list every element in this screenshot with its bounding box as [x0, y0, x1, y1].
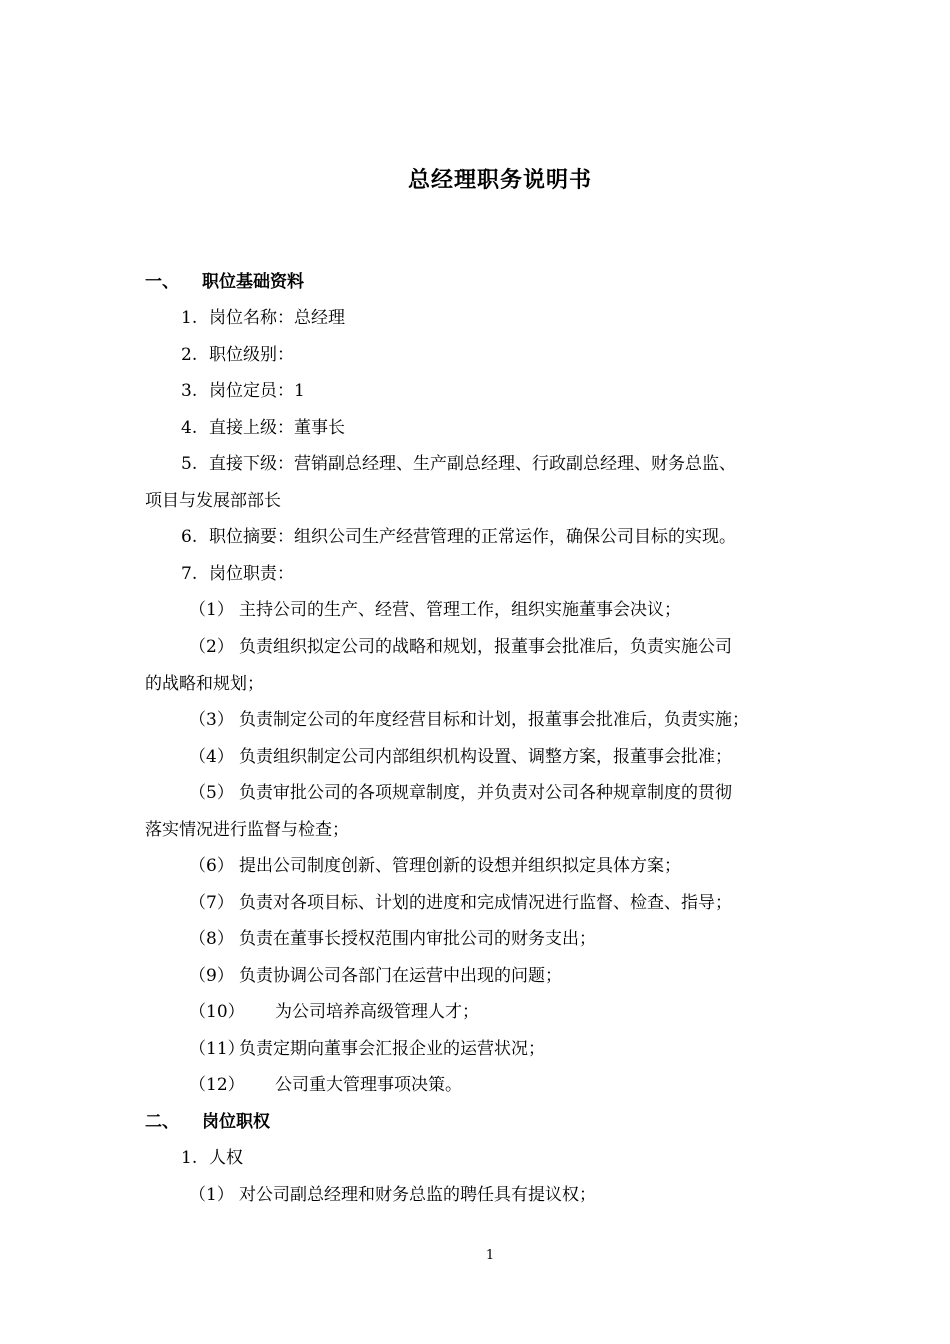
list-item: 6. 职位摘要：组织公司生产经营管理的正常运作，确保公司目标的实现。	[181, 527, 736, 547]
list-item: 7. 岗位职责：	[181, 564, 294, 584]
list-item-continuation: 项目与发展部部长	[145, 491, 281, 511]
list-item: 1. 岗位名称：总经理	[181, 308, 345, 328]
list-item: 4. 直接上级：董事长	[181, 418, 345, 438]
duty-item: （12） 公司重大管理事项决策。	[189, 1075, 462, 1095]
duty-item: （5） 负责审批公司的各项规章制度，并负责对公司各种规章制度的贯彻	[189, 783, 732, 803]
page-number: 1	[485, 1248, 495, 1263]
section-heading-1	[145, 272, 304, 292]
duty-item-continuation: 落实情况进行监督与检查；	[145, 820, 349, 840]
list-item: 2. 职位级别：	[181, 345, 294, 365]
list-item: 5. 直接下级：营销副总经理、生产副总经理、行政副总经理、财务总监、	[181, 454, 736, 474]
duty-item: （4） 负责组织制定公司内部组织机构设置、调整方案，报董事会批准；	[189, 747, 732, 767]
duty-item: （11）负责定期向董事会汇报企业的运营状况；	[189, 1039, 545, 1059]
section-number: 一、	[145, 272, 179, 292]
duty-item: （1） 主持公司的生产、经营、管理工作，组织实施董事会决议；	[189, 600, 681, 620]
duty-item: （10） 为公司培养高级管理人才；	[189, 1002, 479, 1022]
list-item: 1. 人权	[181, 1148, 243, 1168]
duty-item: （9） 负责协调公司各部门在运营中出现的问题；	[189, 966, 562, 986]
section-title: 岗位职权	[202, 1112, 270, 1132]
list-item: 3. 岗位定员：1	[181, 381, 305, 401]
duty-item: （3） 负责制定公司的年度经营目标和计划，报董事会批准后，负责实施；	[189, 710, 749, 730]
section-heading-2	[145, 1112, 270, 1132]
section-title: 职位基础资料	[202, 272, 304, 292]
section-number: 二、	[145, 1112, 179, 1132]
document-title: 总经理职务说明书	[407, 167, 592, 193]
duty-item: （2） 负责组织拟定公司的战略和规划，报董事会批准后，负责实施公司	[189, 637, 732, 657]
duty-item-continuation: 的战略和规划；	[145, 674, 264, 694]
duty-item: （8） 负责在董事长授权范围内审批公司的财务支出；	[189, 929, 596, 949]
duty-item: （1） 对公司副总经理和财务总监的聘任具有提议权；	[189, 1185, 596, 1205]
duty-item: （6） 提出公司制度创新、管理创新的设想并组织拟定具体方案；	[189, 856, 681, 876]
duty-item: （7） 负责对各项目标、计划的进度和完成情况进行监督、检查、指导；	[189, 893, 732, 913]
